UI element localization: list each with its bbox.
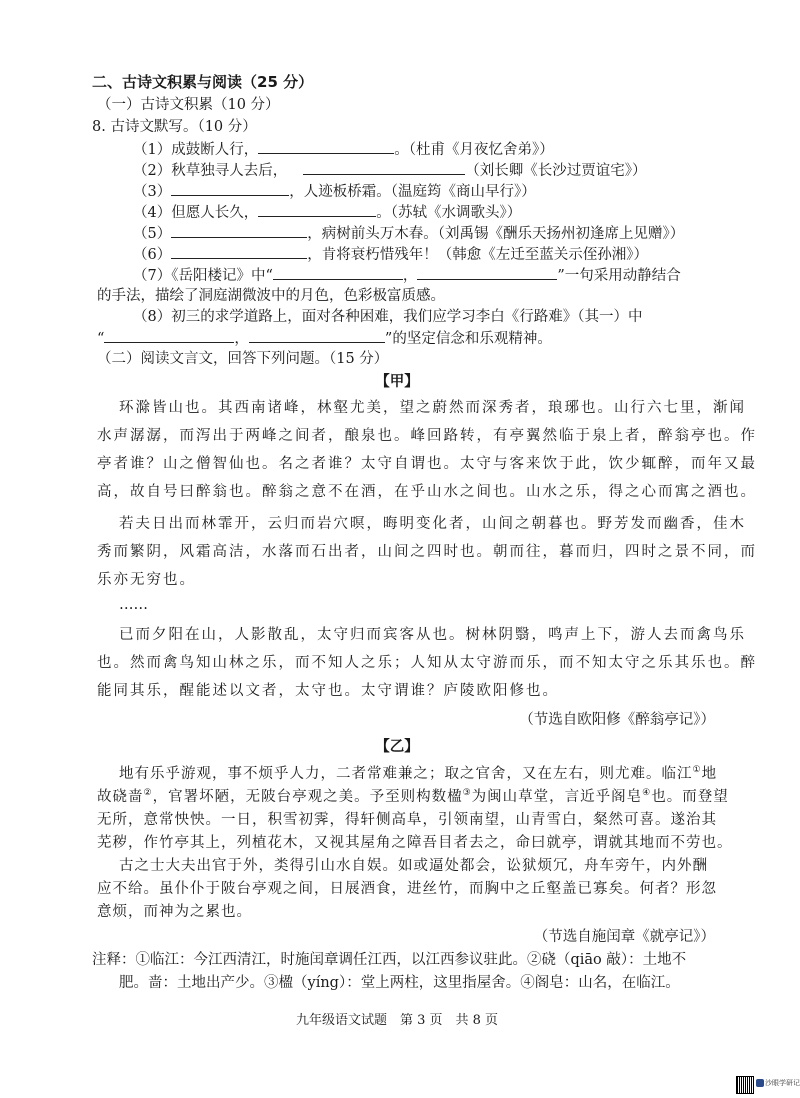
q8-item-2: （2）秋草独寻人去后， （刘长卿《长沙过贾谊宅》） <box>133 160 646 181</box>
answer-blank[interactable] <box>273 265 403 280</box>
text-yi-heading: 【乙】 <box>375 739 419 755</box>
ellipsis: …… <box>119 597 148 613</box>
q8-item-6: （6） ，肯将衰朽惜残年！（韩愈《左迁至蓝关示侄孙湘》） <box>133 244 648 265</box>
q8-item-8-cont: “ ， ”的坚定信念和乐观精神。 <box>97 328 552 349</box>
text-yi-line: 芜秽，作竹亭其上，列植花木，又视其屋角之障吾目者去之，命曰就亭，谓就其地而不劳也。 <box>97 835 733 851</box>
text-jia-line: 环滁皆山也。其西南诸峰，林壑尤美，望之蔚然而深秀者，琅琊也。山行六七里，渐闻 <box>119 400 746 416</box>
answer-blank[interactable] <box>258 202 376 217</box>
qr-code-icon <box>736 1076 754 1094</box>
text-jia-line: 也。然而禽鸟知山林之乐，而不知人之乐；人知从太守游而乐，而不知太守之乐其乐也。醉 <box>97 655 757 671</box>
answer-blank[interactable] <box>171 223 307 238</box>
q8-item-1: （1）成鼓断人行， 。（杜甫《月夜忆舍弟》） <box>133 139 554 160</box>
q8-item-7: （7）《岳阳楼记》中“ ， ”一句采用动静结合 <box>133 265 681 286</box>
text-yi-line: 应不给。虽仆仆于陂台亭观之间，日展酒食，进丝竹，而胸中之丘壑盖已寡矣。何者？形忽 <box>97 881 717 897</box>
answer-blank[interactable] <box>258 139 394 154</box>
q8-item-3: （3） ，人迹板桥霜。（温庭筠《商山早行》） <box>133 181 536 202</box>
answer-blank[interactable] <box>104 328 234 343</box>
text-jia-line: 秀而繁阴，风霜高洁，水落而石出者，山间之四时也。朝而往，暮而归，四时之景不同，而 <box>97 544 757 560</box>
notes-line-2: 肥。啬：土地出产少。③楹（yíng）：堂上两柱，这里指屋舍。④阁皂：山名，在临江。 <box>119 975 680 991</box>
text-yi-source: （节选自施闰章《就亭记》） <box>533 929 715 945</box>
text-jia-line: 亭者谁？山之僧智仙也。名之者谁？太守自谓也。太守与客来饮于此，饮少辄醉，而年又最 <box>97 456 757 472</box>
text-jia-source: （节选自欧阳修《醉翁亭记》） <box>519 712 715 728</box>
text-jia-line: 已而夕阳在山，人影散乱，太守归而宾客从也。树林阴翳，鸣声上下，游人去而禽鸟乐 <box>119 627 746 643</box>
answer-blank[interactable] <box>417 265 557 280</box>
text-yi-line: 地有乐乎游观，事不烦乎人力，二者常难兼之；取之官舍，又在左右，则尤难。临江①地 <box>119 765 718 782</box>
q8-item-7-cont: 的手法，描绘了洞庭湖微波中的月色，色彩极富质感。 <box>97 288 445 304</box>
q8-item-4: （4）但愿人长久， 。（苏轼《水调歌头》） <box>133 202 521 223</box>
part2-title: （二）阅读文言文，回答下列问题。（15 分） <box>97 351 389 367</box>
text-yi-line: 无所，意常怏怏。一日，积雪初霁，得轩侧高阜，引领南望，山青雪白，粲然可喜。遂治其 <box>97 812 717 828</box>
brand-logo: 沙眼学研记 <box>756 1079 800 1088</box>
answer-blank[interactable] <box>171 244 307 259</box>
text-jia-line: 高，故自号曰醉翁也。醉翁之意不在酒，在乎山水之间也。山水之乐，得之心而寓之酒也。 <box>97 484 757 500</box>
text-jia-line: 乐亦无穷也。 <box>97 572 196 588</box>
answer-blank[interactable] <box>171 181 289 196</box>
part1-title: （一）古诗文积累（10 分） <box>97 97 280 113</box>
page-footer: 九年级语文试题 第 3 页 共 8 页 <box>295 1013 499 1028</box>
text-yi-line: 意烦，而神为之累也。 <box>97 904 252 920</box>
text-jia-line: 水声潺潺，而泻出于两峰之间者，酿泉也。峰回路转，有亭翼然临于泉上者，醉翁亭也。作 <box>97 428 757 444</box>
q8-item-8: （8）初三的求学道路上，面对各种困难，我们应学习李白《行路难》（其一）中 <box>133 309 643 325</box>
text-yi-line: 古之士大夫出官于外，类得引山水自娱。如或逼处都会，讼狱烦冗，舟车旁午，内外酬 <box>119 858 708 874</box>
brand-mark-icon <box>756 1079 764 1087</box>
section-title: 二、古诗文积累与阅读（25 分） <box>92 73 314 91</box>
question-8-stem: 8. 古诗文默写。（10 分） <box>92 119 257 135</box>
notes-line-1: 注释：①临江：今江西清江，时施闰章调任江西，以江西参议驻此。②硗（qiāo 敲）：土地不 <box>92 952 687 968</box>
answer-blank[interactable] <box>249 328 385 343</box>
text-yi-line: 故硗啬②，官署坏陋，无陂台亭观之美。予至则构数楹③为闽山草堂，言近乎阁皂④也。而登望 <box>97 788 729 805</box>
q8-item-5: （5） ，病树前头万木春。（刘禹锡《酬乐天扬州初逢席上见赠》） <box>133 223 684 244</box>
answer-blank[interactable] <box>303 160 465 175</box>
text-jia-line: 若夫日出而林霏开，云归而岩穴暝，晦明变化者，山间之朝暮也。野芳发而幽香，佳木 <box>119 516 746 532</box>
text-jia-heading: 【甲】 <box>375 374 419 390</box>
text-jia-line: 能同其乐，醒能述以文者，太守也。太守谓谁？庐陵欧阳修也。 <box>97 683 559 699</box>
